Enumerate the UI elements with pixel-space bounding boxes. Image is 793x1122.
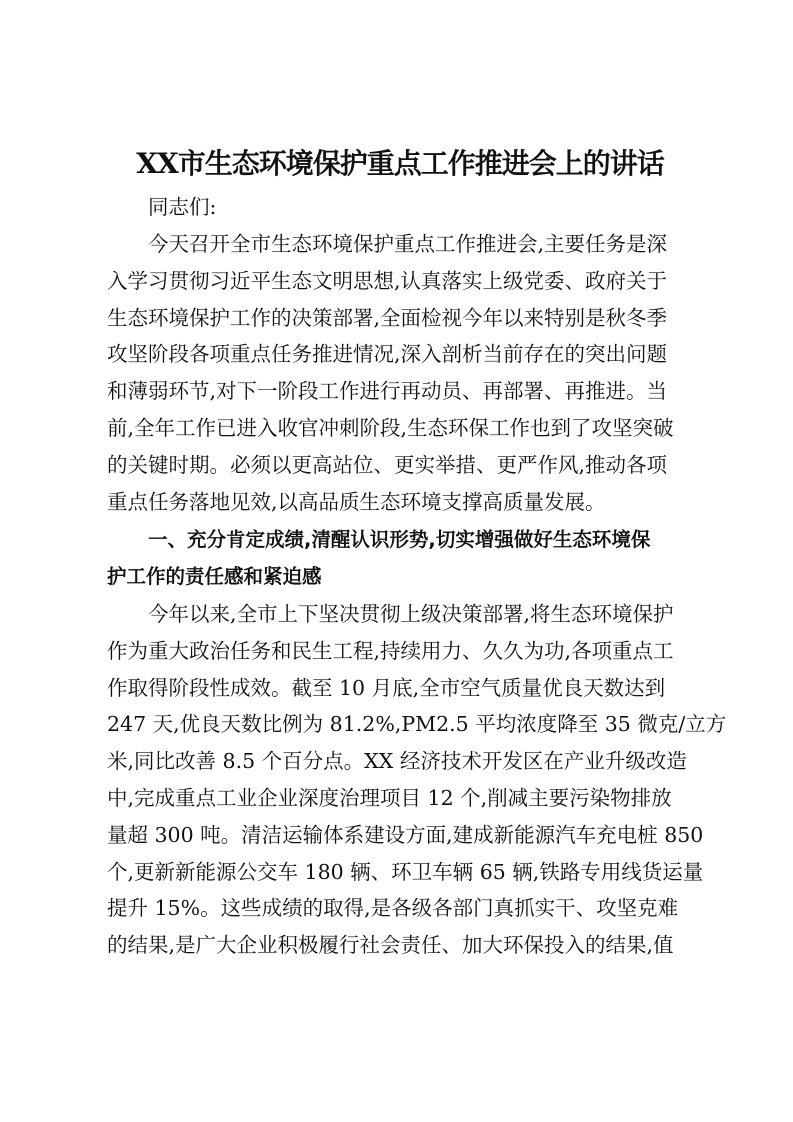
paragraph-line: 的结果,是广大企业积极履行社会责任、加大环保投入的结果,值 bbox=[107, 933, 674, 958]
paragraph-line: 个,更新新能源公交车 180 辆、环卫车辆 65 辆,铁路专用线货运量 bbox=[107, 859, 704, 884]
paragraph-achievements bbox=[107, 596, 727, 964]
paragraph-line: 生态环境保护工作的决策部署,全面检视今年以来特别是秋冬季 bbox=[107, 305, 668, 330]
document-title: XX市生态环境保护重点工作推进会上的讲话 bbox=[136, 147, 664, 180]
paragraph-line: 量超 300 吨。清洁运输体系建设方面,建成新能源汽车充电桩 850 bbox=[107, 822, 704, 847]
paragraph-line: 247 天,优良天数比例为 81.2%,PM2.5 平均浓度降至 35 微克/立方 bbox=[107, 712, 727, 737]
section-heading-line: 护工作的责任感和紧迫感 bbox=[107, 564, 322, 588]
section-heading-line: 一、充分肯定成绩,清醒认识形势,切实增强做好生态环境保 bbox=[148, 528, 651, 551]
paragraph-line: 今年以来,全市上下坚决贯彻上级决策部署,将生态环境保护 bbox=[148, 602, 674, 626]
paragraph-line: 作为重大政治任务和民生工程,持续用力、久久为功,各项重点工 bbox=[107, 638, 674, 663]
paragraph-line: 攻坚阶段各项重点任务推进情况,深入剖析当前存在的突出问题 bbox=[107, 342, 668, 367]
paragraph-line: 重点任务落地见效,以高品质生态环境支撑高质量发展。 bbox=[107, 489, 606, 514]
paragraph-line: 今天召开全市生态环境保护重点工作推进会,主要任务是深 bbox=[148, 232, 668, 256]
paragraph-line: 作取得阶段性成效。截至 10 月底,全市空气质量优良天数达到 bbox=[107, 675, 666, 700]
paragraph-intro bbox=[107, 226, 699, 520]
salutation: 同志们: bbox=[148, 195, 217, 219]
paragraph-line: 前,全年工作已进入收官冲刺阶段,生态环保工作也到了攻坚突破 bbox=[107, 415, 674, 440]
paragraph-line: 提升 15%。这些成绩的取得,是各级各部门真抓实干、攻坚克难 bbox=[107, 896, 679, 921]
section-heading bbox=[107, 522, 699, 596]
paragraph-line: 中,完成重点工业企业深度治理项目 12 个,削减主要污染物排放 bbox=[107, 785, 672, 810]
paragraph-line: 的关键时期。必须以更高站位、更实举措、更严作风,推动各项 bbox=[107, 452, 668, 477]
paragraph-line: 入学习贯彻习近平生态文明思想,认真落实上级党委、政府关于 bbox=[107, 268, 668, 293]
paragraph-line: 米,同比改善 8.5 个百分点。XX 经济技术开发区在产业升级改造 bbox=[107, 749, 687, 774]
paragraph-line: 和薄弱环节,对下一阶段工作进行再动员、再部署、再推进。当 bbox=[107, 379, 668, 404]
